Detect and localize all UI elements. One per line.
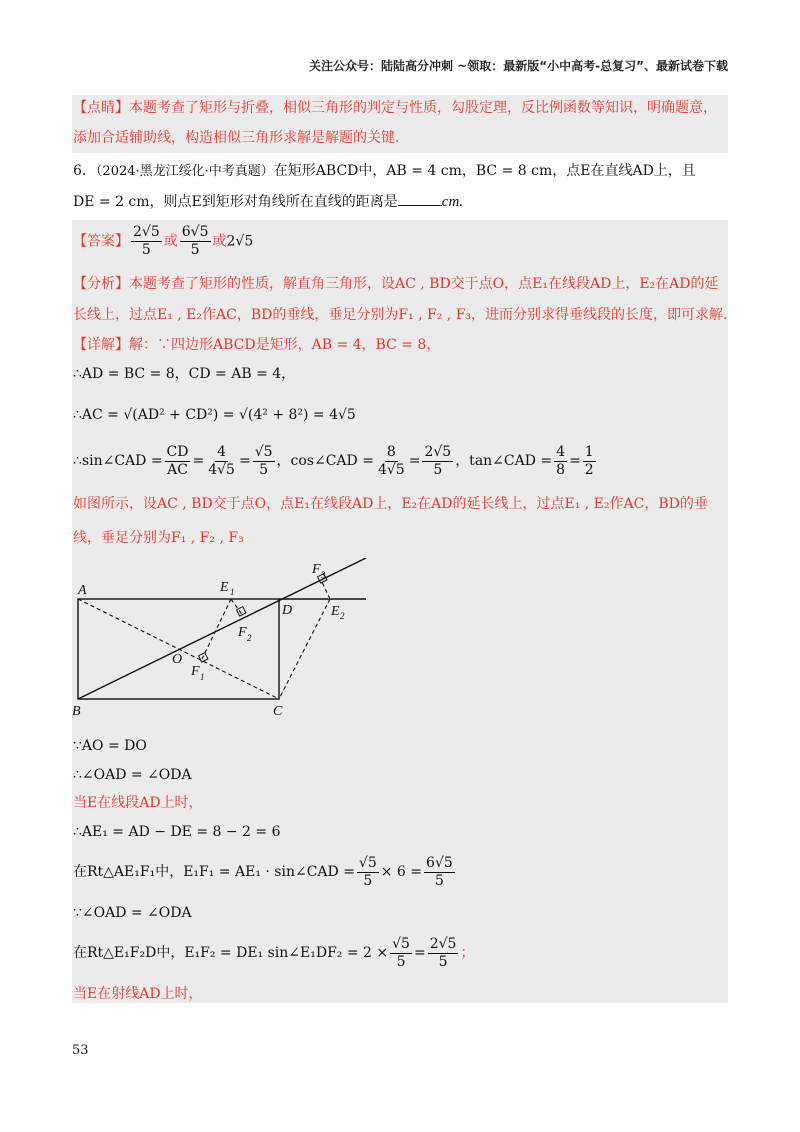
cos-frac-1: $\frac{8}{4√5}$ [377,443,405,478]
detail-line-5: 如图所示，设AC , BD交于点O，点E₁在线段AD上，E₂在AD的延长线上，过点E₁ , E₂作AC，BD的垂 [73,496,708,512]
detail-line-10: ∴AE₁ = AD − DE = 8 − 2 = 6 [73,824,281,840]
label-f1: F [191,664,200,679]
analysis-line-2: 长线上，过点E₁ , E₂作AC，BD的垂线，垂足分别为F₁ , F₂ , F₃，进而分别求得垂线段的长度，即可求解. [73,307,728,323]
sin-frac-1: $\frac{CD}{AC}$ [166,443,189,478]
label-f2-sub: 2 [247,633,252,643]
detail-line-14: 当E在射线AD上时， [73,986,203,1002]
label-b: B [72,704,81,718]
sin-frac-2: $\frac{4}{4√5}$ [208,443,235,478]
detail-line-11: 在Rt△AE₁F₁中，E₁F₁ = AE₁ · sin∠CAD = $\frac{√5}{5}$ × 6 = $\frac{6√5}{5}$ [73,854,453,889]
detail-label: 【详解】 [73,337,129,353]
answer-blank [398,191,442,206]
detail-line-7: ∵AO = DO [73,738,147,754]
detail-line-2: ∴AD = BC = 8，CD = AB = 4， [73,366,296,382]
dianjing-label: 【点睛】 [73,100,129,116]
label-f3-sub: 3 [321,570,326,580]
answer-fraction-1: $\frac{2√5}{5}$ [133,224,160,258]
line13-frac-2: $\frac{2√5}{5}$ [429,935,457,970]
detail-line-3: ∴AC = √(AD² + CD²) = √(4² + 8²) = 4√5 [73,407,356,423]
label-d: D [282,603,293,618]
label-e1: E [220,580,229,595]
label-o: O [172,652,183,667]
line11-frac-2: $\frac{6√5}{5}$ [426,854,453,889]
problem-line-2: DE = 2 cm，则点E到矩形对角线所在直线的距离是 cm. [73,191,463,212]
detail-line-9: 当E在线段AD上时， [73,795,203,811]
label-f2: F [238,625,247,640]
detail-trig-line: ∴sin∠CAD = $\frac{CD}{AC}$ = $\frac{4}{4√5}$ = $\frac{√5}{5}$ ，cos∠CAD = $\frac{8}{4√5}$ = $\frac{2√5}{5}$ ，tan∠CAD = $\frac{4}{8}$ = $\frac{1}{2}$ [73,443,594,478]
geometry-figure [68,558,378,718]
label-f1-sub: 1 [200,672,205,682]
analysis-line-1: 【分析】本题考查了矩形的性质，解直角三角形，设AC , BD交于点O，点E₁在线段AD上，E₂在AD的延 [73,276,719,292]
sin-frac-3: $\frac{√5}{5}$ [254,443,273,478]
segment-e1f1 [202,599,231,659]
problem-line-1: 6．（2024·黑龙江绥化·中考真题）在矩形ABCD中，AB = 4 cm，BC = 8 cm，点E在直线AD上，且 [73,163,696,179]
detail-line-6: 线，垂足分别为F₁ , F₂ , F₃ [73,530,244,546]
tan-frac-2: $\frac{1}{2}$ [584,443,594,478]
tan-frac-1: $\frac{4}{8}$ [556,443,566,478]
answer-line: 【答案】 $\frac{2√5}{5}$ 或 $\frac{6√5}{5}$ 或2√5 [73,224,254,258]
label-f3: F [312,562,321,577]
dianjing-line-2: 添加合适辅助线，构造相似三角形求解是解题的关键. [73,130,400,146]
segment-e2f3 [321,580,330,599]
detail-line-1: 【详解】解：∵四边形ABCD是矩形，AB = 4，BC = 8， [73,337,441,353]
label-a: A [78,583,87,598]
detail-line-8: ∴∠OAD = ∠ODA [73,767,192,783]
label-c: C [273,704,283,718]
label-e1-sub: 1 [230,587,235,597]
page-header: 关注公众号：陆陆高分冲刺 ~领取：最新版“小中高考-总复习”、最新试卷下载 [309,59,728,73]
page-number: 53 [72,1043,89,1058]
dianjing-line-1: 【点睛】本题考查了矩形与折叠，相似三角形的判定与性质，勾股定理，反比例函数等知识，明确题意， [73,100,717,116]
line13-frac-1: $\frac{√5}{5}$ [392,935,410,970]
line11-frac-1: $\frac{√5}{5}$ [358,854,377,889]
right-angle-f2 [237,607,246,616]
label-e2-sub: 2 [340,611,345,621]
problem-source: （2024·黑龙江绥化·中考真题） [95,164,274,179]
answer-label: 【答案】 [73,233,129,250]
cos-frac-2: $\frac{2√5}{5}$ [424,443,452,478]
detail-line-12: ∵∠OAD = ∠ODA [73,905,192,921]
problem-number: 6． [73,163,96,179]
answer-fraction-2: $\frac{6√5}{5}$ [181,224,209,258]
detail-line-13: 在Rt△E₁F₂D中，E₁F₂ = DE₁ sin∠E₁DF₂ = 2 × $\frac{√5}{5}$ = $\frac{2√5}{5}$ ； [73,935,475,970]
analysis-label: 【分析】 [73,276,129,292]
label-e2: E [331,604,340,619]
